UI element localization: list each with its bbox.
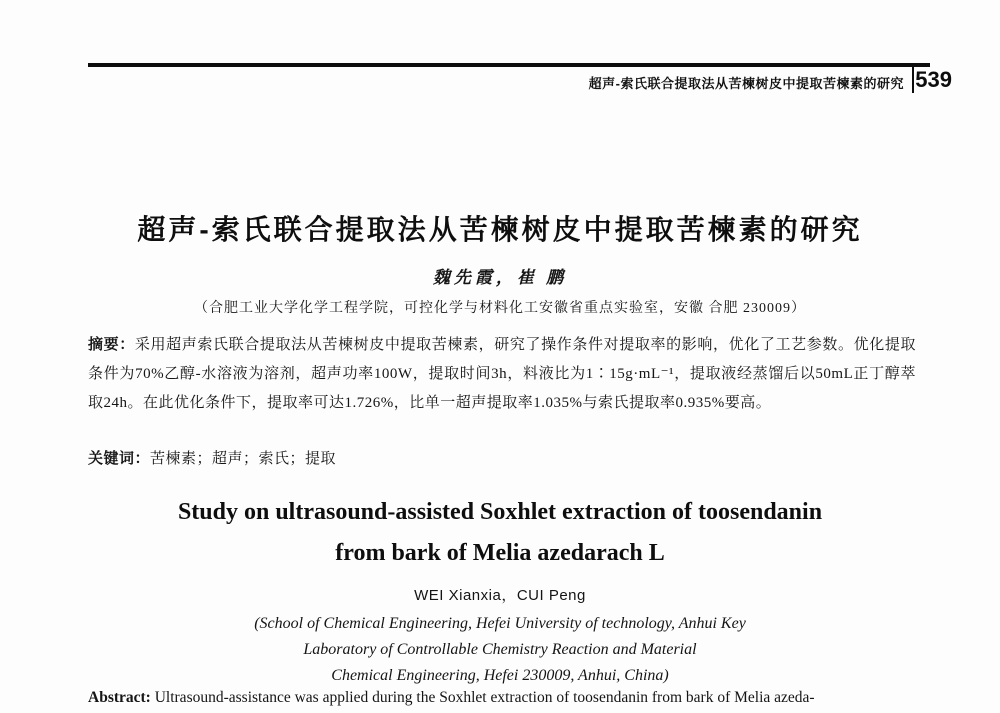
- keywords-text: 苦楝素；超声；索氏；提取: [150, 451, 337, 467]
- abstract-en: [88, 686, 920, 710]
- affiliation-en: [0, 611, 1000, 689]
- affiliation-en-line2: Laboratory of Controllable Chemistry Reaction and Material: [303, 641, 697, 658]
- paper-title-zh: 超声-索氏联合提取法从苦楝树皮中提取苦楝素的研究: [137, 214, 863, 245]
- abstract-en-label: Abstract:: [88, 689, 151, 706]
- header-divider: [912, 66, 914, 93]
- running-title: 超声-索氏联合提取法从苦楝树皮中提取苦楝素的研究: [588, 76, 904, 91]
- title-en-line2: from bark of Melia azedarach L: [335, 540, 665, 566]
- abstract-zh-label: 摘要：: [88, 336, 135, 353]
- paper-title-en: [0, 492, 1000, 574]
- keywords-label: 关键词：: [88, 450, 151, 467]
- authors-en: WEI Xianxia，CUI Peng: [414, 587, 586, 604]
- keywords-line: [88, 447, 916, 468]
- authors-zh: 魏先霞，崔 鹏: [432, 268, 568, 287]
- page-number: 539: [915, 67, 952, 92]
- abstract-en-text: Ultrasound-assistance was applied during the Soxhlet extraction of toosendanin from bark of Melia azeda-: [154, 689, 815, 706]
- abstract-zh-text: 采用超声索氏联合提取法从苦楝树皮中提取苦楝素，研究了操作条件对提取率的影响，优化了工艺参数。优化提取条件为70%乙醇-水溶液为溶剂，超声功率100W，提取时间3h，料液比为1∶15g·mL⁻¹，提取液经蒸馏后以50mL正丁醇萃取24h。在此优化条件下，提取率可达1.726%，比单一超声提取率1.035%与索氏提取率0.935%要高。: [88, 337, 916, 411]
- header-rule: [88, 63, 930, 67]
- abstract-zh: [88, 330, 916, 418]
- affiliation-en-line1: (School of Chemical Engineering, Hefei University of technology, Anhui Key: [254, 615, 746, 632]
- affiliation-en-line3: Chemical Engineering, Hefei 230009, Anhui, China): [331, 667, 669, 684]
- affiliation-zh: （合肥工业大学化学工程学院，可控化学与材料化工安徽省重点实验室，安徽 合肥 230009）: [194, 301, 806, 316]
- title-en-line1: Study on ultrasound-assisted Soxhlet extraction of toosendanin: [177, 499, 823, 525]
